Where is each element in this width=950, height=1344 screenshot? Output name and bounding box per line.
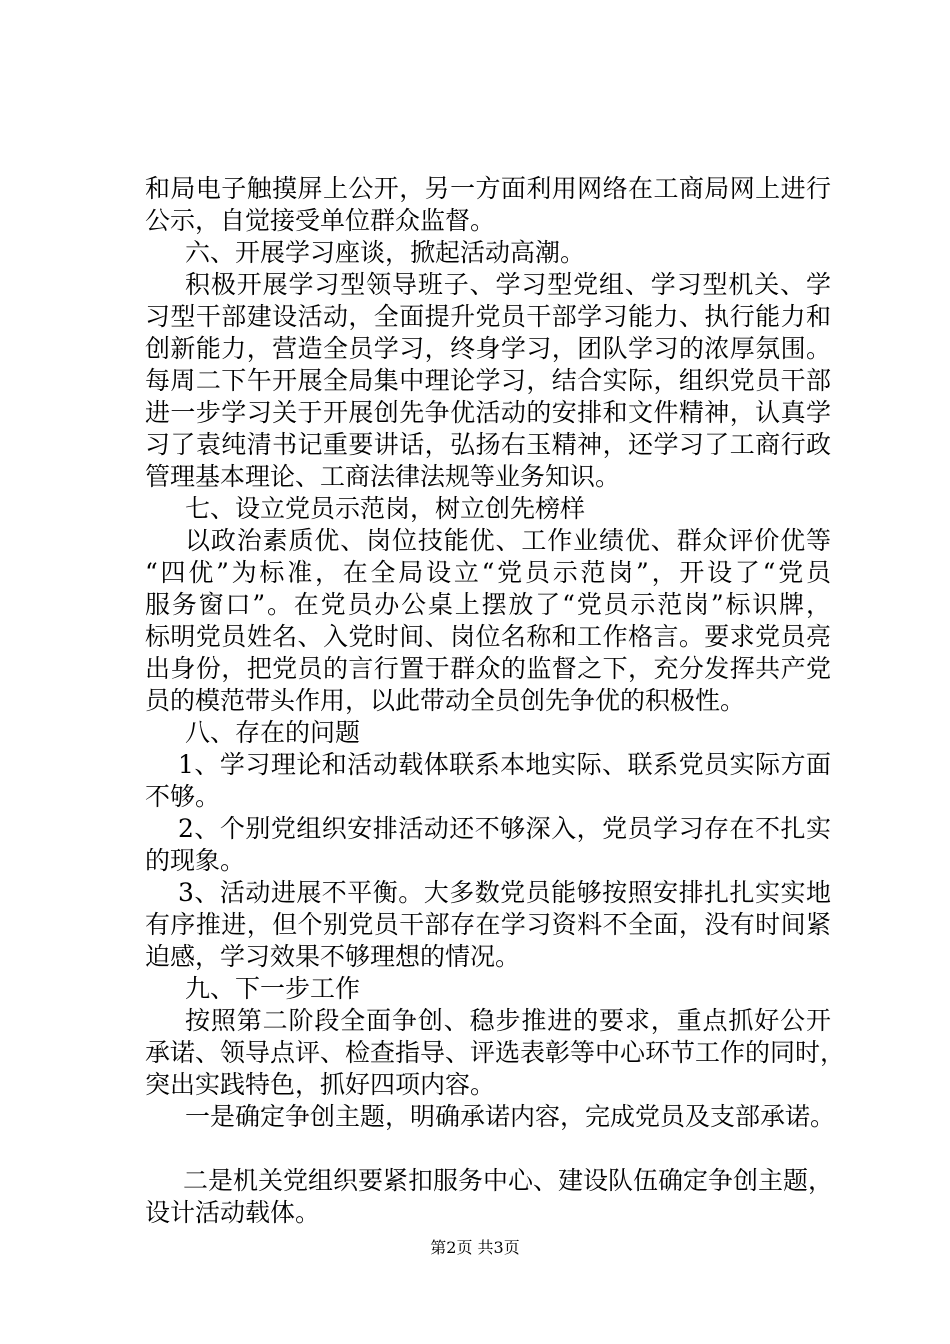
text-line: 服务窗口”。在党员办公桌上摆放了“党员示范岗”标识牌， — [145, 590, 831, 619]
text-line: 公示，自觉接受单位群众监督。 — [145, 206, 496, 235]
page-number-footer: 第2页 共3页 — [430, 1238, 520, 1257]
text-line: 2、个别党组织安排活动还不够深入，党员学习存在不扎实 — [178, 814, 831, 843]
text-line: 习型干部建设活动，全面提升党员干部学习能力、执行能力和 — [145, 302, 831, 331]
text-line: 积极开展学习型领导班子、学习型党组、学习型机关、学 — [185, 270, 831, 299]
text-line: 每周二下午开展全局集中理论学习，结合实际，组织党员干部 — [145, 366, 831, 395]
text-line: 的现象。 — [145, 846, 246, 875]
text-line: 有序推进，但个别党员干部存在学习资料不全面，没有时间紧 — [145, 910, 831, 939]
text-line: 进一步学习关于开展创先争优活动的安排和文件精神，认真学 — [145, 398, 831, 427]
text-line: 3、活动进展不平衡。大多数党员能够按照安排扎扎实实地 — [178, 878, 831, 907]
text-line: 1、学习理论和活动载体联系本地实际、联系党员实际方面 — [178, 750, 831, 779]
section-heading: 九、下一步工作 — [185, 974, 361, 1003]
text-line: 按照第二阶段全面争创、稳步推进的要求，重点抓好公开 — [185, 1006, 831, 1035]
text-line: 设计活动载体。 — [145, 1198, 321, 1227]
text-line: 不够。 — [145, 782, 221, 811]
section-heading: 七、设立党员示范岗，树立创先榜样 — [185, 494, 586, 523]
section-heading: 八、存在的问题 — [185, 718, 361, 747]
text-line: “四优”为标准，在全局设立“党员示范岗”，开设了“党员 — [145, 558, 831, 587]
text-line: 习了袁纯清书记重要讲话，弘扬右玉精神，还学习了工商行政 — [145, 430, 831, 459]
text-line: 管理基本理论、工商法律法规等业务知识。 — [145, 462, 621, 491]
text-line: 创新能力，营造全员学习，终身学习，团队学习的浓厚氛围。 — [145, 334, 831, 363]
section-heading: 六、开展学习座谈，掀起活动高潮。 — [185, 238, 586, 267]
text-line: 二是机关党组织要紧扣服务中心、建设队伍确定争创主题， — [183, 1166, 834, 1195]
text-line: 出身份，把党员的言行置于群众的监督之下，充分发挥共产党 — [145, 654, 831, 683]
text-line: 迫感，学习效果不够理想的情况。 — [145, 942, 521, 971]
text-line: 员的模范带头作用，以此带动全员创先争优的积极性。 — [145, 686, 746, 715]
text-line: 承诺、领导点评、检查指导、评选表彰等中心环节工作的同时， — [145, 1038, 846, 1067]
text-line: 和局电子触摸屏上公开，另一方面利用网络在工商局网上进行 — [145, 174, 831, 203]
text-line: 标明党员姓名、入党时间、岗位名称和工作格言。要求党员亮 — [145, 622, 831, 651]
text-line: 一是确定争创主题，明确承诺内容，完成党员及支部承诺。 — [185, 1102, 836, 1131]
text-line: 以政治素质优、岗位技能优、工作业绩优、群众评价优等 — [185, 526, 831, 555]
text-line: 突出实践特色，抓好四项内容。 — [145, 1070, 496, 1099]
